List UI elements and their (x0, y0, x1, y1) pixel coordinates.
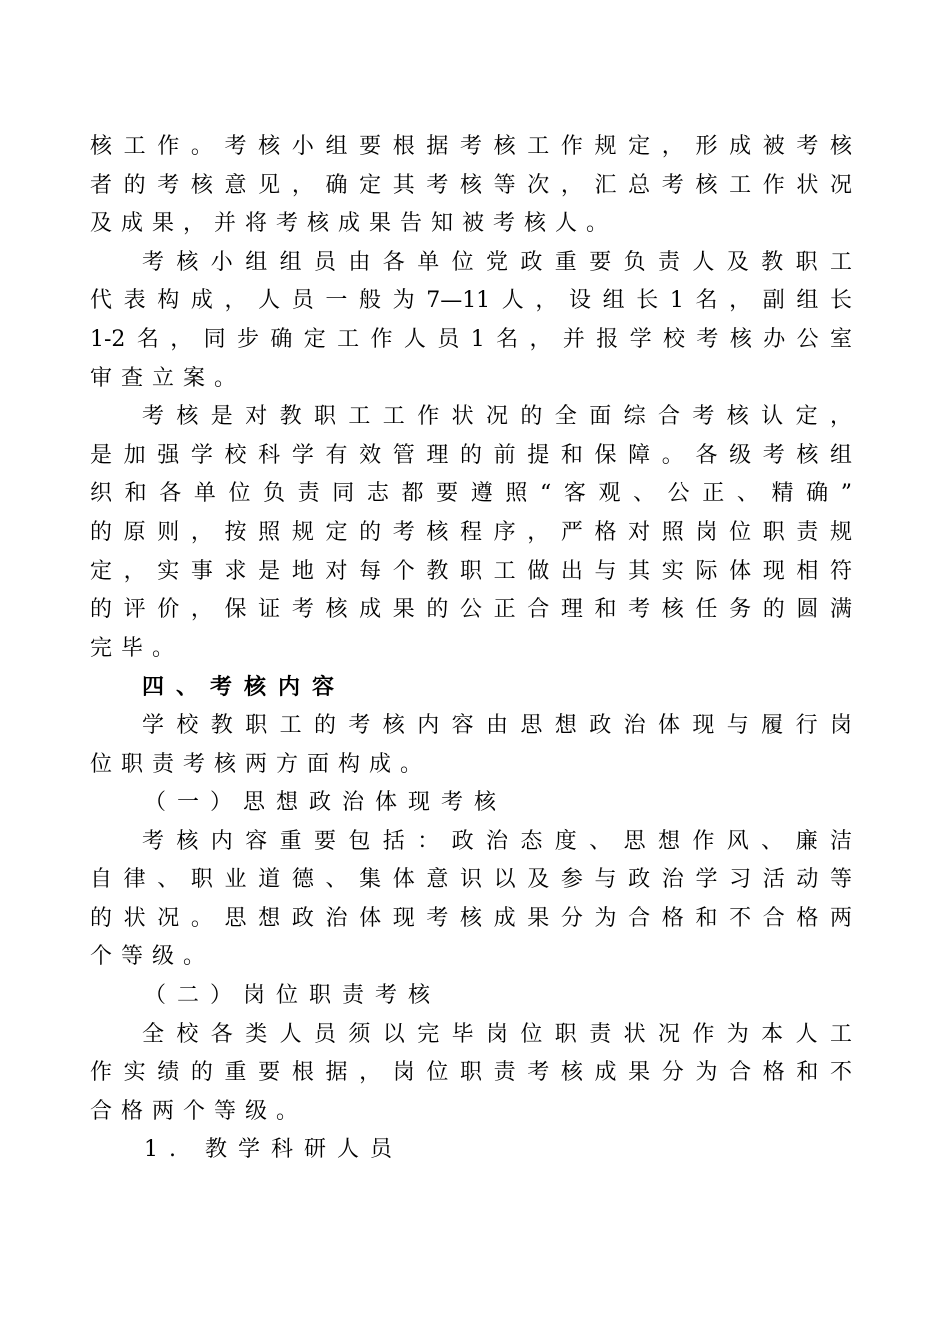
text-line: 合格两个等级。 (90, 1098, 308, 1124)
text-line: 及成果，并将考核成果告知被考核人。 (90, 211, 618, 237)
text-line: 核工作。考核小组要根据考核工作规定，形成被考核 (90, 134, 852, 159)
subsection-heading: 1. 教学科研人员 (144, 1137, 403, 1163)
text-line: 全校各类人员须以完毕岗位职责状况作为本人工 (142, 1021, 852, 1047)
subsection-heading: （二）岗位职责考核 (144, 983, 442, 1009)
subsection-heading: （一）思想政治体现考核 (144, 790, 508, 816)
text-line: 完毕。 (90, 635, 184, 661)
text-line: 考核内容重要包括：政治态度、思想作风、廉洁 (142, 828, 852, 854)
text-line: 的评价，保证考核成果的公正合理和考核任务的圆满 (90, 597, 852, 623)
text-line: 者的考核意见，确定其考核等次，汇总考核工作状况 (90, 172, 852, 198)
text-line: 是加强学校科学有效管理的前提和保障。各级考核组 (90, 442, 852, 468)
text-line: 的状况。思想政治体现考核成果分为合格和不合格两 (90, 905, 852, 931)
text-line: 审查立案。 (90, 365, 246, 391)
text-line: 考核是对教职工工作状况的全面综合考核认定， (142, 404, 852, 430)
text-line: 1-2名，同步确定工作人员1名，并报学校考核办公室 (90, 326, 852, 352)
text-line: 的原则，按照规定的考核程序，严格对照岗位职责规 (90, 519, 852, 545)
text-line: 作实绩的重要根据，岗位职责考核成果分为合格和不 (90, 1060, 852, 1086)
text-line: 个等级。 (90, 944, 215, 970)
text-line: 织和各单位负责同志都要遵照“客观、公正、精确” (90, 481, 852, 507)
text-line: 学校教职工的考核内容由思想政治体现与履行岗 (142, 712, 852, 738)
text-line: 自律、职业道德、集体意识以及参与政治学习活动等 (90, 867, 852, 893)
text-line: 代表构成，人员一般为7—11人，设组长1名，副组长 (90, 288, 852, 314)
text-line: 考核小组组员由各单位党政重要负责人及教职工 (142, 249, 852, 275)
document-body (90, 128, 852, 1170)
text-line: 位职责考核两方面构成。 (90, 751, 432, 777)
section-heading: 四、考核内容 (142, 674, 347, 701)
text-line: 定，实事求是地对每个教职工做出与其实际体现相符 (90, 558, 852, 584)
